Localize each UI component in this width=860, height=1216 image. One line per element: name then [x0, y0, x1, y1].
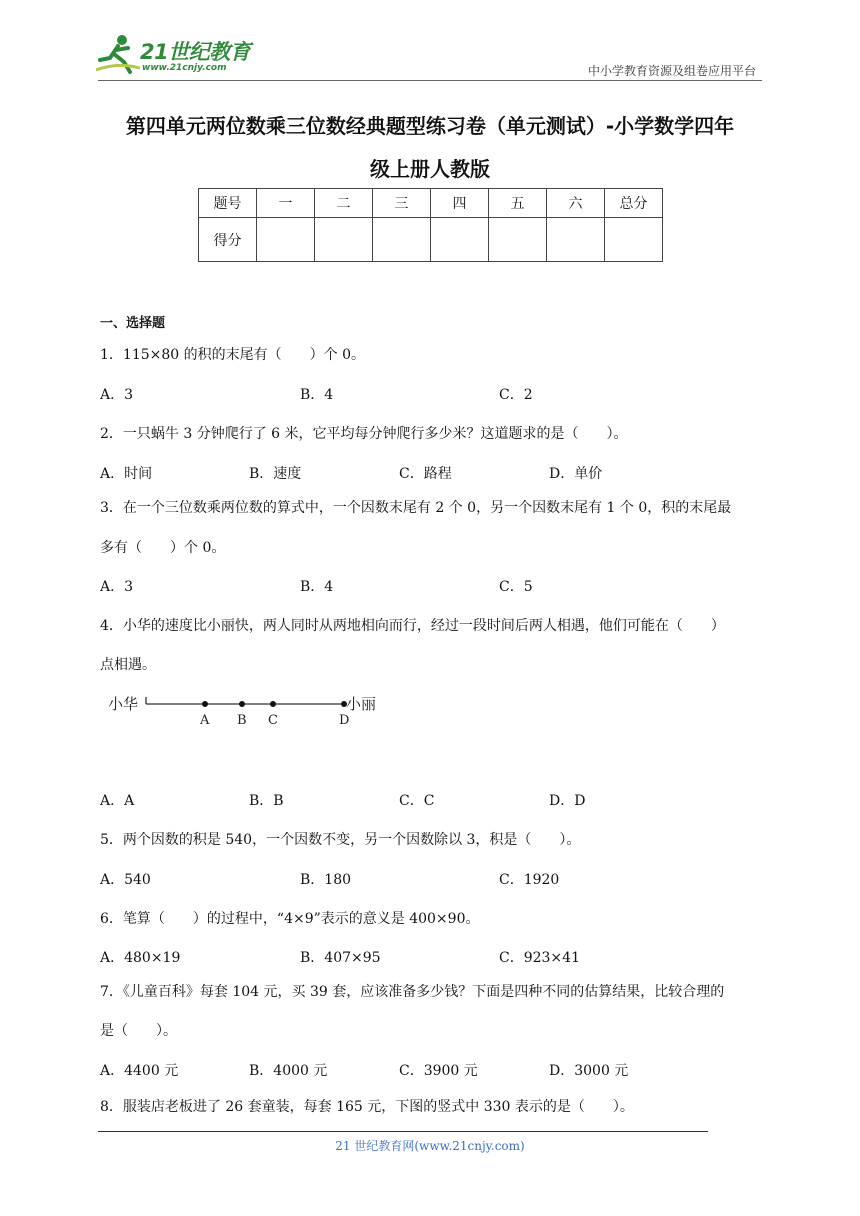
diagram-point-a: [202, 701, 208, 707]
question-4-option-d[interactable]: D．D: [549, 793, 586, 809]
question-4-text: 4．小华的速度比小丽快，两人同时从两地相向而行，经过一段时间后两人相遇，他们可能在（ ）: [100, 618, 725, 634]
header-divider: [98, 80, 762, 81]
question-3-option-c[interactable]: C．5: [499, 579, 533, 595]
page-title-line-1: 第四单元两位数乘三位数经典题型练习卷（单元测试）-小学数学四年: [125, 114, 735, 138]
question-5-option-a[interactable]: A．540: [100, 872, 151, 888]
question-6-option-c[interactable]: C．923×41: [499, 950, 580, 966]
question-2-option-c[interactable]: C．路程: [399, 466, 452, 482]
score-input-cell[interactable]: [431, 218, 489, 262]
question-3-text: 3．在一个三位数乘两位数的算式中，一个因数末尾有 2 个 0，另一个因数末尾有 1 个 0，积的末尾最: [100, 500, 732, 516]
score-header-cell: 五: [489, 189, 547, 218]
score-header-cell: 三: [373, 189, 431, 218]
diagram-label-c: C: [268, 713, 278, 728]
score-header-cell: 四: [431, 189, 489, 218]
question-7-option-a[interactable]: A．4400 元: [100, 1063, 179, 1079]
diagram-label-b: B: [237, 713, 247, 728]
question-1-option-b[interactable]: B．4: [300, 387, 334, 403]
platform-name: 中小学教育资源及组卷应用平台: [587, 64, 756, 78]
diagram-point-c: [270, 701, 276, 707]
question-5-option-c[interactable]: C．1920: [499, 872, 560, 888]
question-3-option-a[interactable]: A．3: [100, 579, 134, 595]
score-header-cell: 题号: [199, 189, 257, 218]
section-heading: 一、选择题: [100, 316, 166, 331]
question-7-option-b[interactable]: B．4000 元: [249, 1063, 328, 1079]
diagram-label-a: A: [200, 713, 210, 728]
logo-text: 21世纪教育: [140, 40, 251, 64]
logo-url: www.21cnjy.com: [142, 63, 227, 73]
question-6-option-b[interactable]: B．407×95: [300, 950, 381, 966]
question-4-option-a[interactable]: A．A: [100, 793, 135, 809]
question-1-text: 1．115×80 的积的末尾有（ ）个 0。: [100, 347, 365, 363]
question-5-text: 5．两个因数的积是 540，一个因数不变，另一个因数除以 3，积是（ ）。: [100, 832, 581, 848]
question-4-option-b[interactable]: B．B: [249, 793, 284, 809]
question-7-text-cont: 是（ ）。: [100, 1023, 177, 1039]
score-input-cell[interactable]: [605, 218, 663, 262]
question-7-option-d[interactable]: D．3000 元: [549, 1063, 629, 1079]
diagram-right-label: 小丽: [346, 695, 377, 713]
runner-logo-icon: [96, 32, 140, 76]
question-2-option-b[interactable]: B．速度: [249, 466, 302, 482]
score-row-label: 得分: [199, 218, 257, 262]
question-6-option-a[interactable]: A．480×19: [100, 950, 181, 966]
question-1-option-c[interactable]: C．2: [499, 387, 533, 403]
question-3-text-cont: 多有（ ）个 0。: [100, 540, 226, 556]
question-1-option-a[interactable]: A．3: [100, 387, 134, 403]
score-input-cell[interactable]: [489, 218, 547, 262]
score-input-cell[interactable]: [373, 218, 431, 262]
score-input-cell[interactable]: [547, 218, 605, 262]
question-4-text-cont: 点相遇。: [100, 657, 156, 673]
question-3-option-b[interactable]: B．4: [300, 579, 334, 595]
question-2-option-d[interactable]: D．单价: [549, 466, 603, 482]
question-6-text: 6．笔算（ ）的过程中，“4×9”表示的意义是 400×90。: [100, 911, 480, 927]
meeting-points-diagram: [108, 692, 398, 734]
score-table-header-row: [199, 189, 663, 218]
score-table: [198, 188, 663, 262]
diagram-label-d: D: [339, 713, 350, 728]
question-8-text: 8．服装店老板进了 26 套童装，每套 165 元，下图的竖式中 330 表示的是（ ）。: [100, 1099, 634, 1115]
site-logo: [96, 32, 276, 78]
footer-divider: [98, 1131, 708, 1132]
diagram-point-b: [239, 701, 245, 707]
question-7-text: 7．《儿童百科》每套 104 元，买 39 套，应该准备多少钱？下面是四种不同的估算结果，比较合理的: [100, 984, 725, 1000]
diagram-left-label: 小华: [108, 695, 139, 713]
footer-link[interactable]: 21 世纪教育网(www.21cnjy.com): [335, 1139, 525, 1153]
score-header-cell: 总分: [605, 189, 663, 218]
page-title-line-2: 级上册人教版: [370, 157, 490, 181]
score-table-score-row: [199, 218, 663, 262]
score-header-cell: 一: [257, 189, 315, 218]
score-input-cell[interactable]: [315, 218, 373, 262]
question-5-option-b[interactable]: B．180: [300, 872, 352, 888]
question-2-option-a[interactable]: A．时间: [100, 466, 153, 482]
score-header-cell: 二: [315, 189, 373, 218]
score-input-cell[interactable]: [257, 218, 315, 262]
question-2-text: 2．一只蜗牛 3 分钟爬行了 6 米，它平均每分钟爬行多少米？这道题求的是（ ）。: [100, 426, 628, 442]
question-4-option-c[interactable]: C．C: [399, 793, 435, 809]
question-7-option-c[interactable]: C．3900 元: [399, 1063, 478, 1079]
score-header-cell: 六: [547, 189, 605, 218]
